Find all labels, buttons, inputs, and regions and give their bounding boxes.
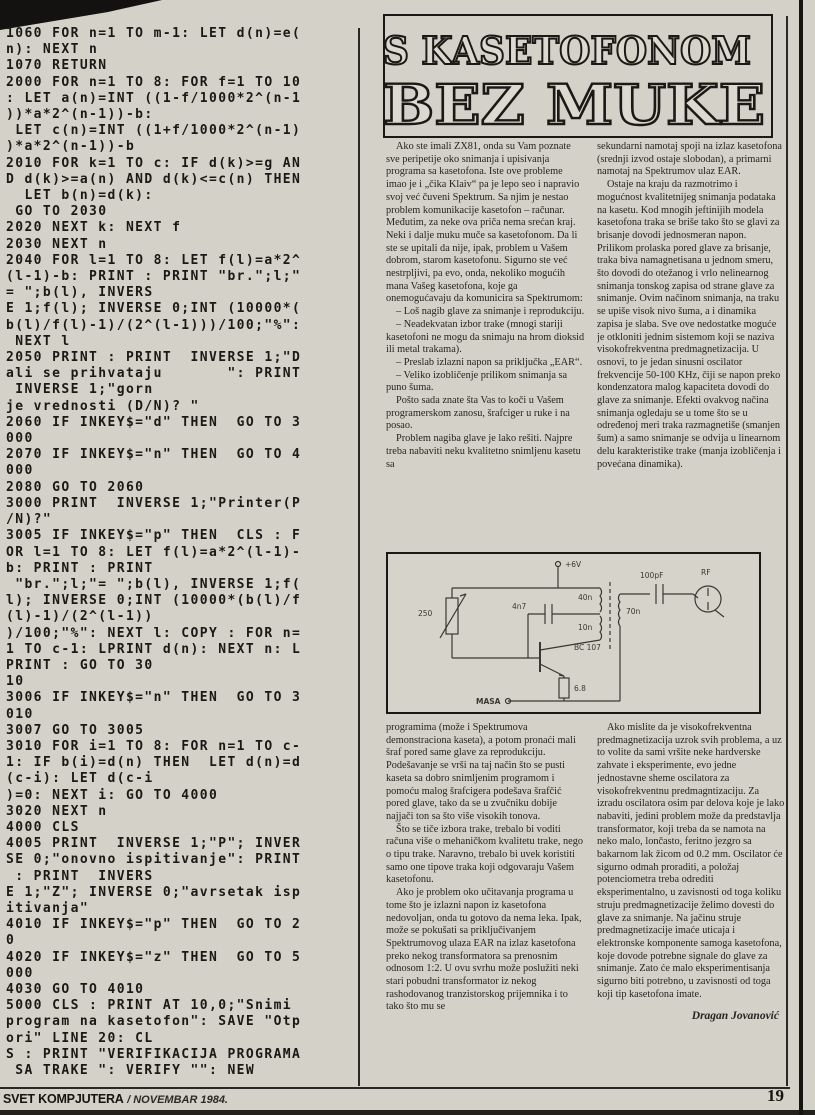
code-line: 3007 GO TO 3005	[6, 722, 145, 738]
article-title-box	[383, 14, 773, 138]
code-line: 3000 PRINT INVERSE 1;"Printer(P	[6, 495, 302, 511]
secondary-winding	[618, 594, 620, 626]
code-line: 3010 FOR i=1 TO 8: FOR n=1 TO c-	[6, 738, 302, 754]
code-line: b: PRINT : PRINT	[6, 560, 154, 576]
code-line: "br.";l;"= ";b(l), INVERSE 1;f(	[6, 576, 302, 592]
transistor-label: BC 107	[574, 643, 601, 652]
supply-terminal	[556, 562, 561, 567]
code-line: LET b(n)=d(k):	[6, 188, 154, 204]
code-line: l); INVERSE 0;INT (10000*(b(l)/f	[6, 593, 302, 609]
primary-winding-top	[600, 588, 602, 612]
code-line: 000	[6, 965, 34, 981]
code-line: 4020 IF INKEY$="z" THEN GO TO 5	[6, 949, 302, 965]
supply-label: +6V	[565, 560, 582, 569]
potentiometer	[446, 598, 458, 634]
code-line: (l-1)-b: PRINT : PRINT "br.";l;"	[6, 269, 302, 285]
page-number: 19	[767, 1086, 784, 1105]
code-line: 5000 CLS : PRINT AT 10,0;"Snimi	[6, 998, 293, 1014]
code-line: /N)?"	[6, 512, 53, 528]
code-line: SE 0;"onovno ispitivanje": PRINT	[6, 852, 302, 868]
code-line: )*a*2^(n-1))-b	[6, 139, 136, 155]
code-line: 4030 GO TO 4010	[6, 981, 145, 997]
code-line: 1060 FOR n=1 TO m-1: LET d(n)=e(	[6, 26, 302, 41]
page-edge-rule	[799, 0, 803, 1115]
code-line: (c-i): LET d(c-i	[6, 771, 154, 787]
code-line: 10	[6, 674, 25, 690]
code-line: 1 TO c-1: LPRINT d(n): NEXT n: L	[6, 641, 302, 657]
code-line: 2020 NEXT k: NEXT f	[6, 220, 182, 236]
paragraph: Ako je problem oko učitavanja programa u tome što je izlazni napon iz kasetofona nedovoljan, onda tu gotovo da nema leka. Ipak, može se pokušati sa priključivanjem Spektrumovog ulaza EAR na izlaz kasetofona preko nekog transformatora sa prenosnim odnosom 1:2. U ovu svrhu može poslužiti neki stari pobudni transformator iz nekog rashodovanog tranzistorskog prijemnika i to tako što mu se	[386, 887, 582, 1013]
code-line: 000	[6, 431, 34, 447]
basic-code-listing	[6, 26, 358, 1086]
code-line: 4005 PRINT INVERSE 1;"P"; INVER	[6, 836, 302, 852]
article-column-2-bottom-text	[597, 722, 785, 1001]
column-divider-rule	[358, 28, 360, 1086]
code-line: SA TRAKE ": VERIFY "": NEW	[6, 1063, 256, 1078]
paragraph: programima (može i Spektrumova demonstraciona kaseta), a potom pronaći mali šraf pored same glave za reprodukciju.	[386, 722, 576, 759]
article-column-2-bottom	[597, 722, 785, 1086]
code-line: S : PRINT "VERIFIKACIJA PROGRAMA	[6, 1046, 302, 1062]
code-line: 2070 IF INKEY$="n" THEN GO TO 4	[6, 447, 302, 463]
code-line: )/100;"%": NEXT l: COPY : FOR n=	[6, 625, 302, 641]
code-line: 3020 NEXT n	[6, 803, 108, 819]
emitter-resistor	[559, 678, 569, 698]
paragraph: Podešavanje se vrši na taj način što se pusti kaseta sa dobro snimljenim programom i pomoću malog šrafcigera podešava šrafčić pored glave, tako da se u zvučniku dobije najjači ton sa što više visokih tonova.	[386, 760, 566, 822]
code-line: (l)-1)/(2^(l-1))	[6, 609, 154, 625]
pot-label: 250	[418, 609, 433, 618]
paragraph: Problem nagiba glave je lako rešiti. Najpre treba nabaviti neku kvalitetno snimljenu kasetu sa	[386, 433, 581, 470]
code-line: : PRINT INVERS	[6, 868, 154, 884]
code-line: 2000 FOR n=1 TO 8: FOR f=1 TO 10	[6, 74, 302, 90]
author-byline: Dragan Jovanović	[691, 1010, 779, 1023]
code-line: 0	[6, 933, 16, 949]
footer	[3, 1092, 603, 1106]
code-line: 2060 IF INKEY$="d" THEN GO TO 3	[6, 414, 302, 430]
paragraph: Ostaje na kraju da razmotrimo i mogućnost kvalitetnijeg snimanja podataka na kasetu. Kod mnogih jeftinijih modela kasetofona traka se briše tako što se glavi za brisanje dovodi jednosmeran napon. Prilikom prolaska pored glave za brisanje, traka biva namagnetisana u jednom smeru, što dovodi do otežanog i vrlo nelinearnog snimanja tonskog zapisa od strane glave za snimanje. Ovim načinom snimanja, na traku se upiše visok nivo šuma, a i dinamika zapisa je slaba. Sve ove nedostatke moguće je otkloniti jednim sistemom koji se naziva visokofrekventna predmagnetizacija. U osnovi, to je jedan sinusni oscilator frekvencije 50-100 KHz, čiji se napon preko kondenzatora malog kapaciteta dovodi do glave za snimanje. Efekti ovakvog načina snimanja ogledaju se u tome što se u određenoj meri traka razmagnetiše (smanjen šum) a samo snimanje se odvija u linearnom delu karakteristike trake (manja izobličenja i povećana dinamika).	[597, 179, 781, 470]
paragraph: Ako mislite da je visokofrekventna predmagnetizacija uzrok svih problema, a uz to volite da sami vršite neke hardverske zahvate i eksperimente, evo jedne jednostavne sheme oscilatora za visokofrekventnu predmagntizaciju. Za izradu oscilatora osim par delova koje je lako nabaviti, jedini problem može da predstavlja transformator, koji treba da se namota na neko malo, lončasto, feritno jezgro sa bakarnom lak žicom od 0.2 mm. Oscilator će sigurno odmah proraditi, a položaj potenciometra treba odrediti eksperimentalno, u zavisnosti od toga koliku struju predmagnetizacije želimo dovesti do glave za snimanje. Na jačinu struje predmagnetizacije imaće uticaja i elektronske komponente samoga kasetofona, koje dovode potrebne signale do glave za snimanje. Zato će malo eksperimentisanja sigurno biti potrebno, u zavisnosti od toga koji tip kasetofona imate.	[597, 722, 785, 1000]
code-line: )=0: NEXT i: GO TO 4000	[6, 787, 219, 803]
circuit-schematic	[388, 554, 754, 707]
code-line: OR l=1 TO 8: LET f(l)=a*2^(l-1)-	[6, 544, 302, 560]
article-column-2-top	[597, 141, 784, 551]
code-line: ori" LINE 20: CL	[6, 1030, 154, 1046]
code-line: n): NEXT n	[6, 42, 99, 58]
ground-label: MASA	[476, 697, 501, 706]
code-line: 000	[6, 463, 34, 479]
code-line: 1070 RETURN	[6, 58, 108, 74]
code-line: 2080 GO TO 2060	[6, 479, 145, 495]
article-column-1-bottom	[386, 722, 585, 1086]
code-line: ))*a*2^(n-1))-b:	[6, 107, 154, 123]
paragraph: Pošto sada znate šta Vas to koči u Vašem programerskom zanosu, šrafciger u ruke i na posao.	[386, 395, 570, 432]
secondary-label: 70n	[626, 607, 641, 616]
right-margin-rule	[786, 16, 788, 1086]
article-title	[381, 16, 777, 137]
paragraph: – Preslab izlazni napon sa priključka „EAR“.	[396, 356, 583, 368]
code-line: D d(k)>=a(n) AND d(k)<=c(n) THEN	[6, 171, 302, 187]
oscillator-circuit-diagram	[386, 552, 761, 714]
paragraph: sekundarni namotaj spoji na izlaz kasetofona (srednji izvod ostaje slobodan), a primarni namotaj na Spektrumov ulaz EAR.	[597, 141, 782, 178]
paragraph: – Veliko izobličenje prilikom snimanja sa puno šuma.	[386, 369, 568, 394]
code-line: 3005 IF INKEY$="p" THEN CLS : F	[6, 528, 302, 544]
title-line-2: BEZ MUKE	[383, 72, 765, 137]
paragraph: Ako ste imali ZX81, onda su Vam poznate sve peripetije oko snimanja i upisivanja programa sa kasetofona. Iste ove probleme imao je i „čika Klaiv“ pa je lepo seo i napravio svoj već čuveni Spektrum. Sa njim je nestao problem komunikacije kasetofon – računar. Međutim, za neke ova priča nema srećan kraj. Neki i dalje muku muče sa kasetofonom. Da li ste se upitali da nije, ipak, problem u Vašem dobrom, starom kasetofonu. Sigurno ste već nestrpljivi, pa evo, onda, nekoliko mogućih mana Vašeg kasetofona, koje ga onemogućavaju da komunicira sa Spektrumom:	[386, 141, 583, 305]
code-line: E 1;"Z"; INVERSE 0;"avrsetak isp	[6, 884, 302, 900]
code-line: 2030 NEXT n	[6, 236, 108, 252]
code-line: 1: IF b(i)=d(n) THEN LET d(n)=d	[6, 755, 302, 771]
winding-top-label: 40n	[578, 593, 593, 602]
paragraph: – Loš nagib glave za snimanje i reprodukciju.	[396, 306, 585, 318]
code-line: 4000 CLS	[6, 819, 80, 835]
magazine-name: SVET KOMPJUTERA	[3, 1092, 124, 1106]
paragraph: Što se tiče izbora trake, trebalo bi voditi računa više o mehaničkom kvalitetu trake, nego o tipu trake. Naravno, trebalo bi uvek koristiti samo one tipove traka koji odgovaraju Vašem kasetofonu.	[386, 823, 583, 886]
code-line: itivanja"	[6, 900, 90, 916]
code-line: ali se prihvataju ": PRINT	[6, 366, 302, 382]
primary-winding-bottom	[600, 616, 602, 640]
article-column-1-top	[386, 141, 585, 551]
code-line: b(l)/f(l)-1)/(2^(l-1)))/100;"%":	[6, 317, 302, 333]
code-line: 2040 FOR l=1 TO 8: LET f(l)=a*2^	[6, 252, 302, 268]
head-label: RF	[701, 568, 711, 577]
resistor-label: 6.8	[574, 684, 586, 693]
code-line: je vrednosti (D/N)? "	[6, 398, 200, 414]
footer-rule	[0, 1087, 790, 1089]
winding-bottom-label: 10n	[578, 623, 593, 632]
page-bottom-edge	[0, 1110, 815, 1115]
code-line: 2010 FOR k=1 TO c: IF d(k)>=g AN	[6, 155, 302, 171]
code-line: 4010 IF INKEY$="p" THEN GO TO 2	[6, 917, 302, 933]
code-line: LET c(n)=INT ((1+f/1000*2^(n-1)	[6, 123, 302, 139]
code-line: 010	[6, 706, 34, 722]
code-line: = ";b(l), INVERS	[6, 285, 154, 301]
code-line: PRINT : GO TO 30	[6, 657, 154, 673]
code-line: : LET a(n)=INT ((1-f/1000*2^(n-1	[6, 90, 302, 106]
code-line: program na kasetofon": SAVE "Otp	[6, 1014, 302, 1030]
code-line: NEXT l	[6, 333, 71, 349]
issue-date: / NOVEMBAR 1984.	[127, 1094, 228, 1106]
title-line-1: S KASETOFONOM	[383, 28, 751, 73]
code-line: INVERSE 1;"gorn	[6, 382, 154, 398]
code-line: 2050 PRINT : PRINT INVERSE 1;"D	[6, 350, 302, 366]
code-line: E 1;f(l); INVERSE 0;INT (10000*(	[6, 301, 302, 317]
code-line: GO TO 2030	[6, 204, 108, 220]
output-cap-label: 100pF	[640, 571, 664, 580]
code-line: 3006 IF INKEY$="n" THEN GO TO 3	[6, 690, 302, 706]
feedback-cap-label: 4n7	[512, 602, 527, 611]
paragraph: – Neadekvatan izbor trake (mnogi stariji kasetofoni ne mogu da snimaju na hrom dioksid ili metal trakama).	[386, 318, 585, 356]
